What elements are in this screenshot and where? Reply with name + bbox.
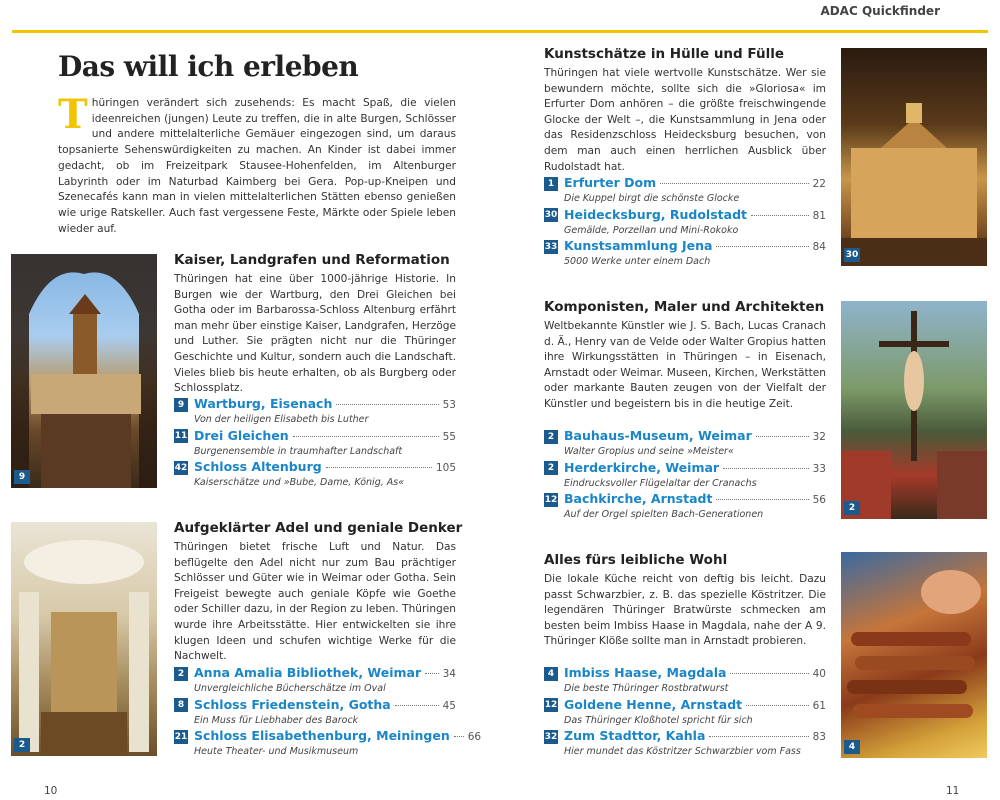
drop-cap: T	[58, 91, 88, 138]
altar-illustration	[841, 301, 987, 519]
section-text: Thüringen bietet frische Luft und Natur. Das beflügelte den Adel nicht nur zum Bau prächtiger Schlösser und Güter wie in Weimar oder Gotha. Sein Freigeist bewegte auch geniale Köpfe wie Goethe oder Schiller dazu, in der Region zu leben. Thüringen wurde ihre Arbeitsstätte. Hier entwickelten sie ihre klugen Ideen und schufen wichtige Werke für die Nachwelt.	[174, 541, 456, 663]
leader-dots	[756, 436, 809, 437]
sight-link[interactable]: Schloss Friedenstein, Gotha	[194, 696, 391, 712]
sight-entry[interactable]	[544, 428, 826, 460]
wartburg-photo	[11, 254, 157, 488]
sight-number-badge: 42	[174, 462, 188, 473]
sight-link[interactable]: Anna Amalia Bibliothek, Weimar	[194, 665, 422, 680]
section-adel	[174, 520, 463, 665]
cranach-altar-photo	[841, 301, 987, 519]
sight-link[interactable]: Herderkirche, Weimar	[564, 459, 720, 475]
intro-text: hüringen verändert sich zusehends: Es macht Spaß, die vielen ideenreichen (jungen) Leute zu treffen, die in alte Burgen, Schlösser und andere mittelalterliche Gemäuer eingezogen sind, um daraus topsanierte Sehenswürdigkeiten zu machen. An Kinder ist dabei immer gedacht, ob im Freizeitpark Stausee-Hohenfelden, im Altenburger Labyrinth oder im Naturbad Kaimberg bei Gera. Pop-up-Kneipen und Szenecafés kann man in vielen mittelalterlichen Stätten ebenso genießen wie urige Ratskeller. Auch fast vergessene Feste, Märkte oder Spiele leben wieder auf.	[58, 97, 456, 235]
sight-number-badge: 1	[544, 177, 558, 191]
photo-number-badge: 30	[845, 250, 859, 260]
sight-list-kaiser	[174, 396, 456, 491]
sight-description: Auf der Orgel spielten Bach-Generationen	[564, 509, 764, 520]
sight-entry[interactable]	[174, 428, 456, 460]
page-reference: 66	[467, 731, 482, 743]
sight-link[interactable]: Heidecksburg, Rudolstadt	[564, 206, 747, 222]
section-wohl	[544, 552, 826, 650]
section-text: Thüringen hat eine über 1000-jährige Historie. In Burgen wie der Wartburg, den Drei Gleichen bei Gotha oder im Barbarossa-Schloss Altenburg erfährt man mehr über einstige Kaiser, Landgrafen, Herzöge und Luther. Sie prägten nicht nur die Thüringer Geschichte und Kultur, sondern auch die Landschaft. Vieles blieb bis heute erhalten, ob als Burgberg oder Schlossplatz.	[174, 273, 456, 395]
leader-dots	[454, 736, 464, 737]
leader-dots	[716, 246, 808, 247]
page-reference: 81	[812, 209, 826, 222]
sight-description: Burgenensemble in traumhafter Landschaft	[194, 445, 403, 457]
page-reference: 105	[435, 462, 456, 474]
wartburg-illustration	[11, 254, 157, 488]
sight-number-badge: 30	[544, 210, 558, 220]
book-series-label: ADAC Quickfinder	[820, 4, 940, 18]
section-text: Weltbekannte Künstler wie J. S. Bach, Lucas Cranach d. Ä., Henry van de Velde oder Walter Gropius hatten ihre Wirkungsstätten in Thüringen – in Eisenach, Arnstadt oder Weimar. Museen, Kirchen, Werkstätten oder markante Bauten zeugen von der Vielfalt der Künstler und begeistern bis in die heutige Zeit.	[544, 320, 826, 410]
sight-entry[interactable]	[544, 728, 826, 760]
sight-number-badge: 8	[174, 698, 188, 712]
sight-number-badge: 21	[174, 731, 188, 742]
sight-number-badge: 9	[174, 398, 188, 412]
heidecksburg-photo	[841, 48, 987, 266]
section-title: Alles fürs leibliche Wohl	[544, 552, 728, 568]
page-number-right: 11	[946, 785, 960, 797]
intro-paragraph	[58, 91, 456, 237]
photo-number-badge: 2	[14, 738, 30, 752]
bratwurst-photo	[841, 552, 987, 758]
sight-entry[interactable]	[544, 460, 826, 492]
sight-link[interactable]: Goldene Henne, Arnstadt	[564, 696, 743, 712]
page-reference: 22	[812, 178, 826, 190]
page-reference: 34	[442, 668, 456, 680]
sight-number-badge: 4	[544, 667, 558, 681]
page-reference: 84	[812, 241, 826, 253]
sight-description: Ein Muss für Liebhaber des Barock	[194, 714, 359, 726]
sight-number-badge: 12	[544, 494, 558, 505]
sight-description: Das Thüringer Kloßhotel spricht für sich	[564, 714, 753, 726]
sight-description: Unvergleichliche Bücherschätze im Oval	[194, 683, 386, 694]
library-illustration	[11, 522, 157, 756]
sight-list-wohl	[544, 665, 826, 760]
sight-entry[interactable]	[174, 396, 456, 428]
sight-description: Eindrucksvoller Flügelaltar der Cranachs	[564, 477, 757, 489]
sight-list-komponisten	[544, 428, 826, 523]
sight-link[interactable]: Bauhaus-Museum, Weimar	[564, 428, 752, 443]
sight-number-badge: 2	[544, 461, 558, 475]
sight-description: Die beste Thüringer Rostbratwurst	[564, 683, 729, 694]
leader-dots	[723, 468, 809, 469]
sight-description: Heute Theater- und Musikmuseum	[194, 746, 359, 757]
sight-description: 5000 Werke unter einem Dach	[564, 256, 711, 267]
sight-entry[interactable]	[174, 728, 482, 760]
sight-number-badge: 2	[544, 430, 558, 444]
sight-number-badge: 11	[174, 431, 188, 441]
section-kunst	[544, 46, 826, 175]
section-title: Komponisten, Maler und Architekten	[544, 299, 825, 315]
leader-dots	[746, 705, 809, 706]
leader-dots	[336, 404, 438, 405]
section-text: Die lokale Küche reicht von deftig bis leicht. Dazu passt Schwarzbier, z. B. das spezielle Köstritzer. Die legendären Thüringer Bratwürste schmecken am besten beim Imbiss Haase in Magdala, nahe der A 9. Thüringer Klöße sollte man in Arnstadt probieren.	[544, 573, 826, 648]
section-title: Aufgeklärter Adel und geniale Denker	[174, 520, 463, 536]
photo-number-badge: 4	[844, 740, 860, 754]
leader-dots	[425, 673, 438, 674]
library-photo	[11, 522, 157, 756]
page-reference: 61	[812, 699, 826, 712]
sight-entry[interactable]	[544, 175, 826, 207]
page-reference: 55	[442, 430, 456, 443]
page-reference: 40	[812, 668, 826, 680]
yellow-divider	[12, 30, 988, 33]
sight-link[interactable]: Kunstsammlung Jena	[564, 238, 713, 253]
page-reference: 83	[812, 731, 826, 743]
sight-link[interactable]: Bachkirche, Arnstadt	[564, 491, 713, 506]
sight-number-badge: 32	[544, 731, 558, 742]
sight-description: Kaiserschätze und »Bube, Dame, König, As«	[194, 477, 405, 488]
sight-description: Gemälde, Porzellan und Mini-Rokoko	[564, 224, 739, 236]
leader-dots	[751, 215, 809, 216]
leader-dots	[709, 736, 808, 737]
sight-list-adel	[174, 665, 482, 760]
page-reference: 33	[812, 462, 826, 475]
page-reference: 32	[812, 431, 826, 443]
page-reference: 56	[812, 494, 826, 506]
sight-description: Von der heiligen Elisabeth bis Luther	[194, 414, 369, 425]
leader-dots	[716, 499, 808, 500]
sight-link[interactable]: Schloss Altenburg	[194, 459, 322, 474]
sight-description: Walter Gropius und seine »Meister«	[564, 446, 734, 457]
sight-description: Hier mundet das Köstritzer Schwarzbier vom Fass	[564, 746, 801, 757]
photo-number-badge: 9	[14, 470, 30, 484]
section-title: Kaiser, Landgrafen und Reformation	[174, 252, 450, 268]
page-title: Das will ich erleben	[58, 50, 359, 83]
sight-entry[interactable]	[544, 697, 826, 729]
page-reference: 45	[442, 699, 456, 712]
leader-dots	[293, 436, 439, 437]
sight-list-kunst	[544, 175, 826, 270]
sight-entry[interactable]	[174, 665, 456, 697]
sight-number-badge: 33	[544, 241, 558, 252]
leader-dots	[326, 467, 432, 468]
sight-entry[interactable]	[174, 697, 456, 729]
section-text: Thüringen hat viele wertvolle Kunstschätze. Wer sie bewundern möchte, sollte sich die »Gloriosa« im Erfurter Dom anhören – die größte freischwingende Glocke der Welt –, die Kunstsammlung in Jena oder das Residenzschloss Heidecksburg besuchen, von dem man auch einen herrlichen Ausblick über Rudolstadt hat.	[544, 67, 826, 173]
sight-link[interactable]: Schloss Elisabethenburg, Meiningen	[194, 728, 450, 743]
sight-link[interactable]: Wartburg, Eisenach	[194, 396, 333, 411]
section-title: Kunstschätze in Hülle und Fülle	[544, 46, 784, 62]
sight-link[interactable]: Zum Stadttor, Kahla	[564, 728, 706, 743]
sight-entry[interactable]	[544, 665, 826, 697]
sight-number-badge: 2	[174, 667, 188, 681]
sight-entry[interactable]	[544, 207, 826, 239]
bratwurst-illustration	[841, 552, 987, 758]
sight-link[interactable]: Erfurter Dom	[564, 175, 657, 190]
section-komponisten	[544, 299, 826, 413]
leader-dots	[660, 183, 808, 184]
photo-number-badge: 2	[844, 501, 860, 515]
sight-link[interactable]: Drei Gleichen	[194, 427, 289, 443]
section-kaiser	[174, 252, 456, 397]
leader-dots	[730, 673, 808, 674]
sight-entry[interactable]	[174, 459, 456, 491]
palace-illustration	[841, 48, 987, 266]
sight-link[interactable]: Imbiss Haase, Magdala	[564, 665, 727, 680]
sight-description: Die Kuppel birgt die schönste Glocke	[564, 193, 740, 204]
sight-entry[interactable]	[544, 238, 826, 270]
sight-number-badge: 12	[544, 700, 558, 710]
page-number-left: 10	[44, 785, 58, 797]
leader-dots	[395, 705, 439, 706]
page-reference: 53	[442, 399, 456, 411]
sight-entry[interactable]	[544, 491, 826, 523]
